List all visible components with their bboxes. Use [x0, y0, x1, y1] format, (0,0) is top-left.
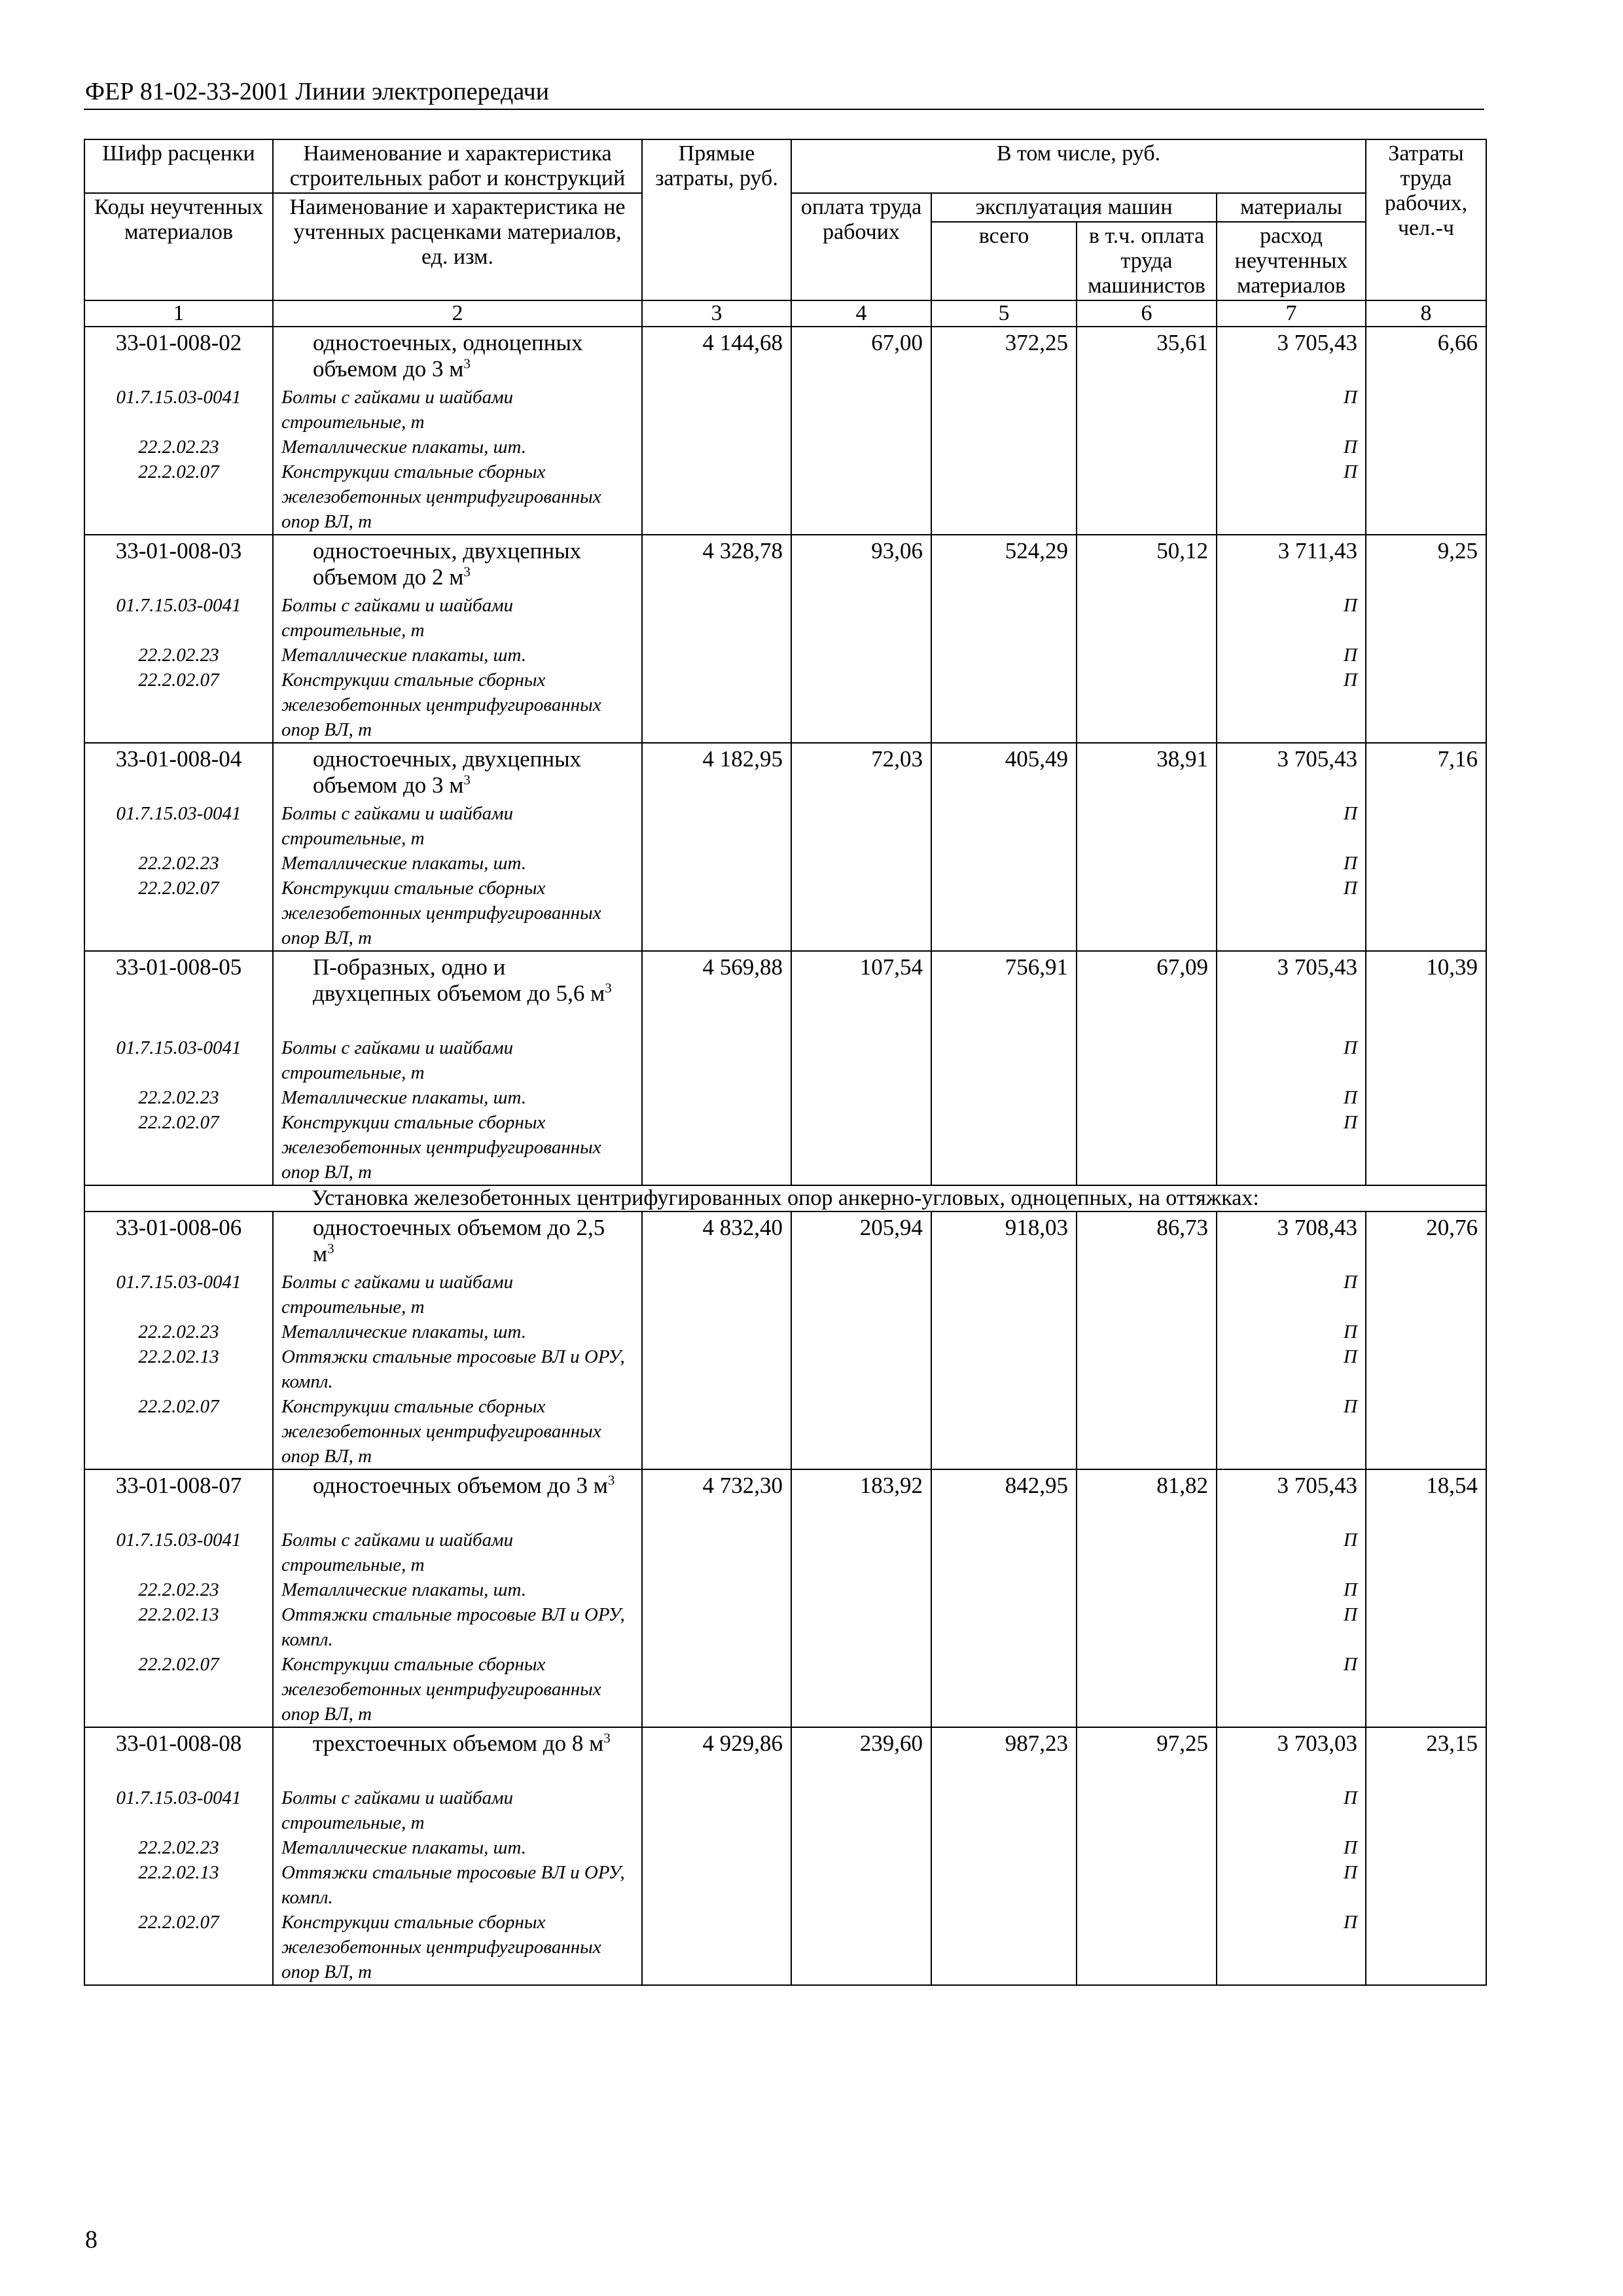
material-code: 22.2.02.23 [138, 1087, 219, 1108]
rate-entry-row [84, 743, 1486, 951]
machinists-wages: 38,91 [1156, 746, 1208, 772]
unaccounted-mark: П [1344, 1862, 1357, 1883]
unaccounted-mark: П [1344, 1112, 1357, 1133]
rate-code: 33-01-008-05 [115, 954, 242, 980]
unaccounted-mark: П [1344, 461, 1357, 482]
unaccounted-mark: П [1344, 1087, 1357, 1108]
material-code: 22.2.02.23 [138, 645, 219, 666]
header-materials-unaccounted: расход неучтенных материалов [1217, 222, 1366, 300]
section-title: Установка железобетонных центрифугированных опор анкерно-угловых, одноцепных, на оттяжках: [84, 1185, 1486, 1211]
rate-entry-row [84, 327, 1486, 535]
header-machinists-wages: в т.ч. оплата труда машинистов [1077, 222, 1217, 300]
machinists-wages: 35,61 [1156, 330, 1208, 355]
material-name: Конструкции стальные сборных железобетонных центрифугированных опор ВЛ, т [281, 1912, 601, 1982]
unaccounted-mark: П [1344, 1837, 1357, 1858]
material-name: Оттяжки стальные тросовые ВЛ и ОРУ, компл. [281, 1604, 625, 1650]
unaccounted-mark: П [1344, 1037, 1357, 1058]
material-code: 22.2.02.23 [138, 853, 219, 874]
machines-cost: 842,95 [1005, 1473, 1068, 1498]
labor-hours: 20,76 [1426, 1215, 1478, 1240]
material-name: Оттяжки стальные тросовые ВЛ и ОРУ, компл. [281, 1346, 625, 1392]
material-name: Конструкции стальные сборных железобетонных центрифугированных опор ВЛ, т [281, 461, 601, 532]
unaccounted-mark: П [1344, 1579, 1357, 1600]
material-code: 22.2.02.07 [138, 1912, 219, 1933]
rate-code: 33-01-008-03 [115, 538, 242, 564]
header-machines-total: всего [931, 222, 1077, 300]
rate-code: 33-01-008-02 [115, 330, 242, 355]
header-rule [84, 109, 1484, 110]
material-name: Болты с гайками и шайбами строительные, т [281, 595, 514, 641]
work-name-text: одностоечных, двухцепных объемом до 3 м [313, 746, 582, 798]
material-name: Конструкции стальные сборных железобетонных центрифугированных опор ВЛ, т [281, 1396, 601, 1467]
rate-entry-row [84, 535, 1486, 743]
unaccounted-mark: П [1344, 437, 1357, 457]
column-number: 8 [1366, 300, 1486, 327]
unaccounted-mark: П [1344, 1272, 1357, 1293]
material-name: Болты с гайками и шайбами строительные, т [281, 1272, 514, 1318]
materials-cost: 3 705,43 [1277, 1473, 1357, 1498]
material-name: Конструкции стальные сборных железобетонных центрифугированных опор ВЛ, т [281, 878, 601, 948]
unaccounted-mark: П [1344, 595, 1357, 616]
work-name [274, 954, 641, 1033]
material-code: 22.2.02.23 [138, 1321, 219, 1342]
work-name [274, 1215, 641, 1267]
machinists-wages: 97,25 [1156, 1731, 1208, 1756]
page-header-title: ФЕР 81-02-33-2001 Линии электропередачи [85, 78, 550, 105]
unaccounted-mark: П [1344, 1912, 1357, 1933]
labor-hours: 23,15 [1426, 1731, 1478, 1756]
column-number: 4 [791, 300, 931, 327]
unaccounted-mark: П [1344, 1321, 1357, 1342]
material-name: Металлические плакаты, шт. [281, 1579, 527, 1600]
labor-hours: 7,16 [1437, 746, 1478, 772]
wages-cost: 183,92 [859, 1473, 923, 1498]
material-name: Болты с гайками и шайбами строительные, т [281, 803, 514, 849]
material-name: Металлические плакаты, шт. [281, 645, 527, 666]
unaccounted-mark: П [1344, 1787, 1357, 1808]
header-codes-unaccounted: Коды неучтенных материалов [84, 193, 273, 300]
column-number: 3 [642, 300, 791, 327]
machines-cost: 372,25 [1005, 330, 1068, 355]
work-name-text: одностоечных объемом до 2,5 м [313, 1215, 605, 1266]
wages-cost: 72,03 [871, 746, 923, 772]
material-code: 01.7.15.03-0041 [116, 1272, 241, 1293]
material-name: Металлические плакаты, шт. [281, 1087, 527, 1108]
unit-exponent: 3 [605, 980, 612, 996]
header-machines: эксплуатация машин [931, 193, 1217, 222]
material-name: Болты с гайками и шайбами строительные, т [281, 1037, 514, 1083]
rate-entry-row [84, 1211, 1486, 1469]
material-name: Металлические плакаты, шт. [281, 437, 527, 457]
material-name: Болты с гайками и шайбами строительные, т [281, 1787, 514, 1833]
rate-code: 33-01-008-08 [115, 1731, 242, 1756]
materials-cost: 3 705,43 [1277, 954, 1357, 980]
page-number: 8 [85, 2226, 98, 2253]
material-code: 01.7.15.03-0041 [116, 803, 241, 824]
material-code: 22.2.02.07 [138, 1654, 219, 1675]
rate-code: 33-01-008-04 [115, 746, 242, 772]
material-code: 22.2.02.07 [138, 878, 219, 899]
header-code-label: Шифр расценки [84, 139, 273, 193]
unit-exponent: 3 [463, 355, 471, 372]
labor-hours: 10,39 [1426, 954, 1478, 980]
materials-cost: 3 705,43 [1277, 746, 1357, 772]
material-code: 22.2.02.07 [138, 461, 219, 482]
material-code: 01.7.15.03-0041 [116, 1530, 241, 1551]
materials-cost: 3 705,43 [1277, 330, 1357, 355]
machines-cost: 405,49 [1005, 746, 1068, 772]
unit-exponent: 3 [463, 564, 471, 580]
material-code: 22.2.02.07 [138, 1396, 219, 1417]
direct-cost: 4 832,40 [702, 1215, 783, 1240]
header-materials: материалы [1217, 193, 1366, 222]
machinists-wages: 81,82 [1156, 1473, 1208, 1498]
material-name: Металлические плакаты, шт. [281, 853, 527, 874]
material-name: Оттяжки стальные тросовые ВЛ и ОРУ, компл. [281, 1862, 625, 1908]
materials-cost: 3 711,43 [1277, 538, 1357, 564]
work-name [274, 1473, 641, 1525]
material-code: 22.2.02.23 [138, 1837, 219, 1858]
work-name [274, 746, 641, 798]
rate-entry-row [84, 951, 1486, 1185]
material-code: 01.7.15.03-0041 [116, 387, 241, 408]
column-number: 6 [1077, 300, 1217, 327]
direct-cost: 4 732,30 [702, 1473, 783, 1498]
wages-cost: 205,94 [859, 1215, 923, 1240]
material-name: Болты с гайками и шайбами строительные, т [281, 1530, 514, 1575]
material-name: Конструкции стальные сборных железобетонных центрифугированных опор ВЛ, т [281, 1112, 601, 1183]
material-code: 01.7.15.03-0041 [116, 1037, 241, 1058]
work-name [274, 538, 641, 590]
labor-hours: 9,25 [1437, 538, 1478, 564]
header-labor: Затраты труда рабочих, чел.-ч [1366, 139, 1486, 300]
unaccounted-mark: П [1344, 1604, 1357, 1625]
unaccounted-mark: П [1344, 803, 1357, 824]
materials-cost: 3 703,03 [1277, 1731, 1357, 1756]
material-code: 01.7.15.03-0041 [116, 595, 241, 616]
material-name: Металлические плакаты, шт. [281, 1321, 527, 1342]
column-number: 1 [84, 300, 273, 327]
material-code: 22.2.02.07 [138, 670, 219, 691]
material-name: Конструкции стальные сборных железобетонных центрифугированных опор ВЛ, т [281, 670, 601, 740]
material-name: Болты с гайками и шайбами строительные, т [281, 387, 514, 433]
material-name: Металлические плакаты, шт. [281, 1837, 527, 1858]
unaccounted-mark: П [1344, 1396, 1357, 1417]
header-including: В том числе, руб. [791, 139, 1366, 193]
header-name-label: Наименование и характеристика строительных работ и конструкций [273, 139, 642, 193]
unaccounted-mark: П [1344, 1346, 1357, 1367]
wages-cost: 239,60 [859, 1731, 923, 1756]
work-name-text: П-образных, одно и двухцепных объемом до 5,6 м [313, 954, 605, 1006]
unaccounted-mark: П [1344, 853, 1357, 874]
machinists-wages: 86,73 [1156, 1215, 1208, 1240]
work-name-text: одностоечных, двухцепных объемом до 2 м [313, 538, 582, 590]
header-wages: оплата труда рабочих [791, 193, 931, 300]
direct-cost: 4 144,68 [702, 330, 783, 355]
machinists-wages: 67,09 [1156, 954, 1208, 980]
rate-entry-row [84, 1469, 1486, 1727]
unit-exponent: 3 [603, 1730, 611, 1746]
column-number: 2 [273, 300, 642, 327]
wages-cost: 67,00 [871, 330, 923, 355]
unaccounted-mark: П [1344, 878, 1357, 899]
work-name-text: одностоечных объемом до 3 м [313, 1473, 608, 1498]
rate-code: 33-01-008-07 [115, 1473, 242, 1498]
unaccounted-mark: П [1344, 670, 1357, 691]
material-name: Конструкции стальные сборных железобетонных центрифугированных опор ВЛ, т [281, 1654, 601, 1725]
unit-exponent: 3 [463, 772, 471, 788]
work-name-text: трехстоечных объемом до 8 м [313, 1731, 604, 1756]
wages-cost: 93,06 [871, 538, 923, 564]
direct-cost: 4 182,95 [702, 746, 783, 772]
unaccounted-mark: П [1344, 1654, 1357, 1675]
material-code: 22.2.02.23 [138, 437, 219, 457]
material-code: 22.2.02.23 [138, 1579, 219, 1600]
rate-code: 33-01-008-06 [115, 1215, 242, 1240]
rate-entry-row [84, 1727, 1486, 1985]
direct-cost: 4 328,78 [702, 538, 783, 564]
wages-cost: 107,54 [859, 954, 923, 980]
direct-cost: 4 929,86 [702, 1731, 783, 1756]
column-number: 7 [1217, 300, 1366, 327]
work-name-text: одностоечных, одноцепных объемом до 3 м [313, 330, 583, 382]
column-number: 5 [931, 300, 1077, 327]
work-name [274, 330, 641, 382]
materials-cost: 3 708,43 [1277, 1215, 1357, 1240]
header-direct-costs: Прямые затраты, руб. [642, 139, 791, 300]
unit-exponent: 3 [327, 1240, 334, 1257]
machines-cost: 918,03 [1005, 1215, 1068, 1240]
material-code: 22.2.02.13 [138, 1604, 219, 1625]
unaccounted-mark: П [1344, 387, 1357, 408]
unaccounted-mark: П [1344, 645, 1357, 666]
rates-table [84, 139, 1487, 1986]
labor-hours: 6,66 [1437, 330, 1478, 355]
direct-cost: 4 569,88 [702, 954, 783, 980]
unit-exponent: 3 [607, 1472, 615, 1488]
material-code: 22.2.02.07 [138, 1112, 219, 1133]
material-code: 22.2.02.13 [138, 1862, 219, 1883]
unaccounted-mark: П [1344, 1530, 1357, 1551]
header-name-unaccounted: Наименование и характеристика не учтенных расценками материалов, ед. изм. [273, 193, 642, 300]
machines-cost: 987,23 [1005, 1731, 1068, 1756]
machinists-wages: 50,12 [1156, 538, 1208, 564]
material-code: 22.2.02.13 [138, 1346, 219, 1367]
machines-cost: 756,91 [1005, 954, 1068, 980]
machines-cost: 524,29 [1005, 538, 1068, 564]
work-name [274, 1731, 641, 1783]
labor-hours: 18,54 [1426, 1473, 1478, 1498]
material-code: 01.7.15.03-0041 [116, 1787, 241, 1808]
